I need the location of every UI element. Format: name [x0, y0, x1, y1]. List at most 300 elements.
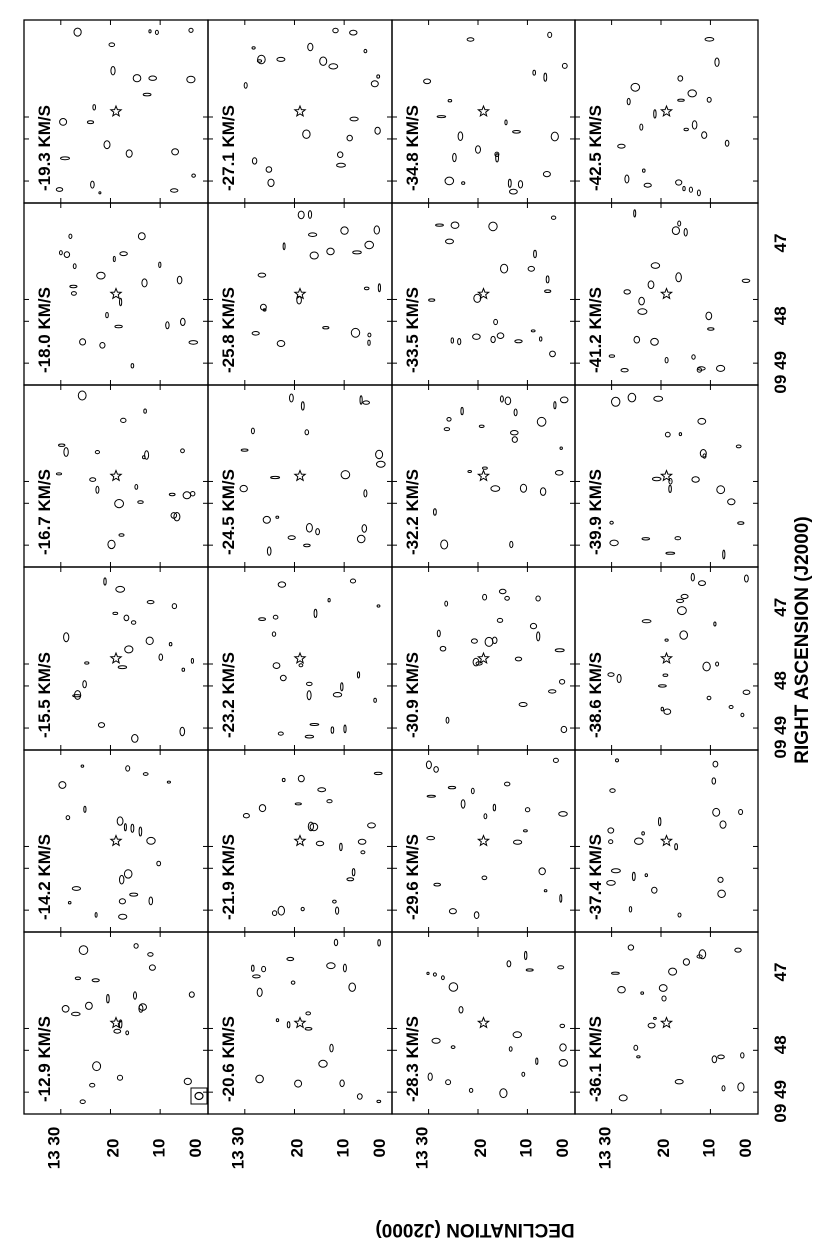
- contour: [669, 968, 677, 975]
- contour: [298, 211, 304, 219]
- contour: [74, 28, 81, 36]
- contour: [107, 995, 110, 1003]
- contour: [362, 525, 367, 533]
- contour: [612, 972, 620, 974]
- contour: [349, 983, 356, 991]
- contour: [491, 336, 495, 342]
- contour: [561, 726, 567, 732]
- contour: [474, 294, 481, 302]
- contour: [56, 188, 62, 192]
- contour: [365, 241, 374, 248]
- contour: [80, 339, 86, 345]
- channel-panel: [392, 567, 575, 750]
- contour: [713, 808, 720, 816]
- contour: [714, 622, 716, 626]
- ra-tick-label: 48: [771, 671, 790, 690]
- velocity-label: -15.5 KM/S: [35, 652, 54, 738]
- contour: [735, 948, 741, 952]
- contour: [295, 1080, 302, 1087]
- contour: [462, 182, 465, 185]
- star-icon: [295, 471, 305, 481]
- contour: [149, 965, 155, 970]
- contour: [707, 97, 711, 102]
- contour: [73, 264, 76, 269]
- contour: [702, 132, 707, 139]
- contour: [634, 210, 636, 217]
- contour: [147, 837, 155, 844]
- contour: [437, 630, 440, 637]
- star-icon: [478, 471, 488, 481]
- contour: [333, 693, 341, 697]
- contour: [684, 229, 687, 237]
- contour: [181, 318, 186, 325]
- contour: [124, 870, 132, 878]
- contour: [468, 471, 472, 473]
- contour: [318, 788, 326, 792]
- contour: [95, 913, 97, 918]
- contour: [742, 279, 750, 282]
- contour: [540, 488, 545, 496]
- contour: [64, 252, 69, 258]
- contour: [377, 461, 386, 467]
- contour: [451, 338, 453, 343]
- contour: [96, 486, 99, 493]
- contour: [500, 396, 503, 402]
- contour: [544, 890, 547, 892]
- velocity-label: -34.8 KM/S: [403, 105, 422, 191]
- contour: [736, 445, 741, 448]
- contour: [617, 674, 621, 682]
- channel-panel: [24, 750, 208, 932]
- contour: [115, 325, 122, 328]
- contour: [525, 808, 529, 812]
- contour: [537, 417, 546, 426]
- contour: [71, 292, 76, 296]
- contour: [327, 800, 332, 803]
- contour: [329, 64, 338, 69]
- contour: [109, 43, 115, 47]
- contour: [364, 49, 367, 52]
- ra-tick-label: 47: [771, 597, 790, 617]
- contour: [526, 969, 533, 971]
- contour: [540, 337, 542, 341]
- contour: [310, 252, 318, 259]
- contour: [448, 786, 455, 788]
- ra-tick-label: 09 49: [771, 1080, 790, 1123]
- contour: [434, 767, 439, 773]
- contour: [189, 28, 193, 32]
- contour: [497, 618, 502, 622]
- contour: [340, 843, 343, 850]
- contour: [447, 418, 451, 422]
- contour: [119, 914, 127, 919]
- contour: [510, 189, 518, 194]
- contour: [718, 1055, 725, 1059]
- contour: [167, 781, 170, 783]
- contour: [489, 222, 497, 231]
- contour: [191, 659, 193, 664]
- channel-panel: [575, 567, 758, 750]
- contour: [273, 615, 278, 619]
- contour: [64, 448, 68, 457]
- contour: [543, 172, 550, 177]
- contour: [334, 939, 337, 945]
- dec-tick-label: 10: [333, 1138, 353, 1158]
- velocity-label: -12.9 KM/S: [35, 1016, 54, 1102]
- contour: [377, 1100, 381, 1102]
- star-icon: [478, 106, 488, 116]
- contour: [684, 128, 688, 130]
- contour: [444, 428, 449, 431]
- contour: [75, 977, 80, 980]
- contour: [508, 179, 511, 187]
- contour: [114, 1029, 121, 1033]
- contour: [559, 1060, 567, 1067]
- contour: [718, 877, 723, 882]
- contour: [433, 973, 436, 976]
- channel-panel: [24, 932, 208, 1114]
- contour: [669, 485, 672, 492]
- contour: [471, 788, 474, 793]
- contour: [375, 127, 380, 134]
- contour: [307, 691, 311, 700]
- contour: [291, 981, 295, 984]
- contour: [678, 913, 681, 917]
- contour: [553, 758, 558, 762]
- contour: [314, 609, 317, 617]
- contour: [482, 876, 487, 880]
- contour: [745, 575, 749, 582]
- velocity-label: -20.6 KM/S: [219, 1016, 238, 1102]
- contour: [683, 187, 685, 191]
- contour: [555, 471, 563, 476]
- contour: [305, 1028, 312, 1031]
- contour: [320, 57, 327, 65]
- contour: [120, 298, 122, 306]
- right-ascension-axis-label: RIGHT ASCENSION (J2000): [792, 516, 813, 764]
- contour: [125, 646, 133, 653]
- contour: [180, 727, 185, 736]
- contour: [612, 397, 620, 406]
- ra-tick-label: 47: [771, 233, 790, 253]
- contour: [440, 646, 446, 651]
- velocity-label: -28.3 KM/S: [403, 1016, 422, 1102]
- contour: [138, 233, 145, 240]
- contour: [95, 451, 99, 454]
- contour: [513, 1032, 521, 1038]
- contour: [240, 485, 247, 491]
- contour: [461, 800, 465, 808]
- contour: [621, 369, 628, 372]
- dec-tick-label: 10: [699, 1138, 719, 1158]
- contour: [501, 264, 508, 273]
- channel-panel: [575, 932, 758, 1114]
- contour: [323, 327, 329, 329]
- contour: [427, 836, 435, 839]
- contour: [93, 105, 96, 110]
- contour: [104, 141, 110, 149]
- contour: [618, 987, 626, 993]
- contour: [505, 596, 510, 600]
- contour: [84, 806, 86, 812]
- contour: [360, 396, 362, 405]
- contour: [741, 1053, 744, 1058]
- contour: [651, 338, 659, 345]
- contour: [148, 953, 153, 957]
- contour: [68, 902, 71, 904]
- velocity-label: -19.3 KM/S: [35, 105, 54, 191]
- contour: [115, 500, 124, 508]
- contour: [675, 537, 681, 540]
- contour: [290, 394, 294, 402]
- velocity-label: -30.9 KM/S: [403, 652, 422, 738]
- dec-tick-label: 13 30: [412, 1126, 432, 1170]
- dec-tick-label: 00: [186, 1138, 206, 1158]
- contour: [117, 1075, 122, 1080]
- contour: [145, 451, 149, 460]
- beam-ellipse: [195, 1093, 203, 1100]
- contour: [91, 181, 95, 188]
- star-icon: [111, 106, 121, 116]
- contour: [121, 418, 126, 422]
- contour: [729, 706, 733, 709]
- contour: [287, 1022, 290, 1028]
- contour: [467, 38, 474, 41]
- contour: [72, 1012, 81, 1015]
- contour: [87, 121, 93, 124]
- contour: [618, 144, 625, 148]
- contour: [451, 222, 459, 228]
- contour: [184, 1078, 191, 1084]
- contour: [99, 192, 101, 194]
- star-icon: [111, 653, 121, 663]
- velocity-label: -38.6 KM/S: [586, 652, 605, 738]
- contour: [676, 273, 682, 282]
- contour: [437, 116, 446, 118]
- contour: [718, 890, 726, 897]
- contour: [353, 251, 362, 254]
- contour: [676, 180, 682, 185]
- contour: [189, 992, 194, 997]
- contour: [654, 396, 663, 401]
- contour: [347, 135, 352, 141]
- contour: [705, 38, 714, 42]
- contour: [485, 637, 493, 646]
- dec-tick-label: 10: [516, 1138, 536, 1158]
- contour: [665, 639, 668, 641]
- contour: [378, 284, 380, 292]
- contour: [496, 154, 499, 162]
- contour: [59, 782, 66, 789]
- contour: [351, 328, 359, 337]
- contour: [159, 654, 163, 660]
- contour: [257, 988, 262, 996]
- contour: [661, 707, 663, 711]
- contour: [118, 666, 126, 669]
- contour: [108, 540, 115, 548]
- contour: [85, 662, 89, 664]
- contour: [644, 183, 651, 187]
- velocity-label: -25.8 KM/S: [219, 287, 238, 373]
- velocity-label: -14.2 KM/S: [35, 834, 54, 920]
- contour: [259, 618, 266, 621]
- contour: [654, 110, 656, 118]
- channel-map-grid: [24, 20, 758, 1114]
- channel-panel: [208, 20, 392, 203]
- contour: [560, 895, 562, 903]
- velocity-label: -32.2 KM/S: [403, 469, 422, 555]
- dec-tick-label: 13 30: [228, 1126, 248, 1170]
- contour: [429, 299, 435, 301]
- dec-tick-label: 13 30: [595, 1126, 615, 1170]
- contour: [241, 449, 248, 451]
- contour: [61, 157, 70, 160]
- contour: [331, 727, 334, 733]
- contour: [427, 795, 435, 797]
- contour: [243, 814, 249, 818]
- contour: [499, 589, 506, 593]
- contour: [64, 633, 69, 642]
- contour: [445, 177, 454, 185]
- contour: [677, 599, 684, 602]
- contour: [357, 1094, 362, 1100]
- contour: [665, 358, 668, 363]
- star-icon: [661, 653, 671, 663]
- contour: [624, 290, 630, 294]
- contour: [347, 878, 354, 881]
- contour: [327, 248, 334, 255]
- channel-panel: [24, 20, 208, 203]
- contour: [560, 1044, 566, 1051]
- contour: [278, 732, 283, 735]
- dec-tick-label: 20: [470, 1138, 490, 1158]
- contour: [445, 601, 448, 606]
- contour: [459, 1007, 463, 1013]
- contour: [474, 912, 479, 919]
- star-icon: [295, 653, 305, 663]
- contour: [364, 287, 369, 290]
- contour: [692, 121, 697, 129]
- contour: [692, 355, 695, 359]
- contour: [303, 130, 310, 138]
- channel-panel: [208, 385, 392, 567]
- contour: [124, 615, 129, 621]
- contour: [73, 695, 81, 697]
- contour: [533, 70, 536, 75]
- contour: [308, 43, 313, 50]
- ra-tick-label: 48: [771, 1035, 790, 1055]
- contour: [117, 817, 123, 825]
- contour: [308, 211, 311, 219]
- contour: [319, 1060, 327, 1067]
- contour: [374, 772, 382, 774]
- contour: [272, 911, 276, 916]
- channel-panel: [24, 203, 208, 385]
- contour: [720, 821, 726, 828]
- contour: [70, 285, 77, 287]
- contour: [72, 887, 80, 891]
- contour: [59, 444, 65, 446]
- contour: [611, 869, 620, 873]
- star-icon: [478, 836, 488, 846]
- contour: [299, 664, 303, 667]
- contour: [341, 471, 350, 479]
- contour: [608, 828, 614, 833]
- channel-panel: [575, 20, 758, 203]
- contour: [157, 861, 161, 866]
- contour: [511, 431, 519, 435]
- star-icon: [295, 106, 305, 116]
- contour: [652, 887, 657, 893]
- contour: [610, 540, 618, 546]
- contour: [707, 696, 711, 699]
- contour: [134, 944, 138, 949]
- channel-panel: [575, 385, 758, 567]
- ra-tick-label: 47: [771, 962, 790, 982]
- contour: [678, 76, 683, 81]
- contour: [688, 90, 696, 97]
- contour: [703, 662, 710, 671]
- contour: [442, 976, 445, 980]
- star-icon: [661, 836, 671, 846]
- contour: [722, 1086, 725, 1091]
- contour: [518, 181, 522, 188]
- contour: [483, 467, 488, 469]
- contour: [253, 975, 261, 978]
- contour: [509, 1047, 512, 1051]
- contour: [528, 266, 534, 271]
- contour: [305, 735, 313, 738]
- contour: [139, 827, 142, 836]
- contour: [434, 883, 441, 886]
- contour: [458, 132, 463, 141]
- contour: [155, 30, 158, 34]
- contour: [134, 992, 137, 999]
- contour: [273, 663, 280, 669]
- contour: [328, 599, 330, 602]
- contour: [336, 907, 339, 914]
- contour: [368, 340, 370, 345]
- contour: [554, 402, 556, 409]
- contour: [560, 397, 568, 403]
- contour: [298, 775, 304, 781]
- contour: [138, 501, 143, 504]
- contour: [124, 824, 126, 831]
- contour: [643, 169, 646, 172]
- contour: [483, 594, 487, 600]
- contour: [169, 643, 172, 646]
- star-icon: [295, 1018, 305, 1028]
- contour: [361, 851, 365, 854]
- contour: [256, 1075, 264, 1083]
- contour: [544, 73, 547, 81]
- contour: [166, 322, 169, 329]
- declination-tick-labels: [44, 1127, 755, 1170]
- contour: [638, 309, 647, 315]
- contour: [79, 946, 88, 955]
- contour: [131, 621, 135, 625]
- contour: [659, 818, 661, 826]
- velocity-label: -21.9 KM/S: [219, 834, 238, 920]
- contour: [301, 402, 304, 410]
- contour: [271, 476, 280, 478]
- contour: [428, 1073, 432, 1080]
- contour: [92, 979, 99, 982]
- contour: [558, 966, 564, 969]
- contour: [471, 639, 477, 643]
- contour: [728, 499, 735, 505]
- contour: [691, 573, 694, 581]
